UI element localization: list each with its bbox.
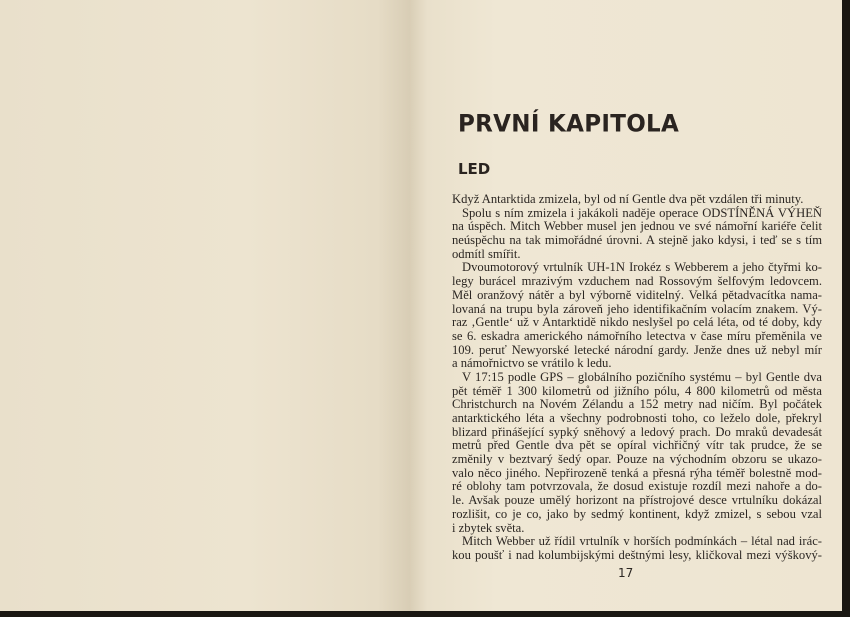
text-line: V 17:15 podle GPS – globálního pozičního systému – byl Gentle dva: [462, 369, 822, 384]
text-line: kou poušť i nad kolumbijskými deštnými lesy, kličkoval mezi výškový-: [452, 547, 822, 562]
text-line: na úspěch. Mitch Webber musel jen jednou ve své námořní kariéře čelit: [452, 219, 822, 234]
text-line: blizard přinášející sypký sněhový a ledový prach. Do mraků devadesát: [452, 424, 822, 439]
left-page-blank: [0, 0, 410, 611]
text-line: rozlišit, co je co, jako by sedmý kontinent, když zmizel, s sebou vzal: [452, 506, 822, 521]
text-line: Měl oranžový nátěr a byl výborně viditelný. Velká pětadvacítka nama-: [452, 287, 822, 302]
text-line: metrů před Gentle dva pět se opíral vichřičný vítr tak prudce, že se: [452, 438, 822, 453]
text-line: legy burácel mrazivým vzduchem nad Rossovým šelfovým ledovcem.: [452, 274, 822, 289]
text-line: Spolu s ním zmizela i jakákoli naděje operace ODSTÍNĚNÁ VÝHEŇ: [462, 205, 822, 220]
text-line: a námořnictvo se vrátilo k ledu.: [452, 356, 612, 371]
text-line: Christchurch na Novém Zélandu a 152 metry nad ničím. Byl počátek: [452, 397, 822, 412]
text-line: i zbytek světa.: [452, 520, 525, 535]
text-line: Dvoumotorový vrtulník UH-1N Irokéz s Webberem a jeho čtyřmi ko-: [462, 260, 822, 275]
text-line: raz ‚Gentle‘ už v Antarktidě nikdo neslyšel po celá léta, od té doby, kdy: [452, 315, 822, 330]
text-line: lovaná na trupu byla zároveň jeho identifikačním volacím znakem. Vý-: [452, 301, 822, 316]
text-line: valo něco jiného. Nepřirozeně tenká a přesná rýha téměř bolestně mod-: [452, 465, 822, 480]
text-line: pět téměř 1 300 kilometrů od jižního pólu, 4 800 kilometrů od města: [452, 383, 822, 398]
section-title: LED: [458, 160, 491, 178]
text-line: antarktického léta a všechny podrobnosti toho, co leželo dole, překryl: [452, 411, 822, 425]
text-line: 109. peruť Newyorské letecké národní gardy. Jenže dnes už nebyl mír: [452, 342, 822, 357]
right-page: [410, 0, 842, 611]
text-line: ré oblohy tam potvrzovala, že dosud existuje rozdíl mezi nahoře a do-: [452, 479, 822, 494]
text-line: Když Antarktida zmizela, byl od ní Gentle dva pět vzdálen tři minuty.: [452, 192, 804, 206]
text-line: odmítl smířit.: [452, 246, 521, 261]
page-number: 17: [618, 566, 634, 580]
text-line: le. Avšak pouze umělý horizont na přístrojové desce vrtulníku dokázal: [452, 493, 822, 508]
text-line: neúspěchu na tak mimořádné úrovni. A stejně jako kdysi, i teď se s tím: [452, 233, 822, 248]
chapter-title: PRVNÍ KAPITOLA: [458, 110, 680, 138]
text-line: Mitch Webber už řídil vrtulník v horších podmínkách – létal nad irác-: [462, 534, 822, 549]
text-line: změnily v beztvarý šedý opar. Pouze na východním obzoru se ukazo-: [452, 452, 822, 467]
body-text: [452, 193, 822, 563]
text-line: se 6. eskadra amerického námořního letectva v čase míru přeměnila ve: [452, 328, 822, 343]
